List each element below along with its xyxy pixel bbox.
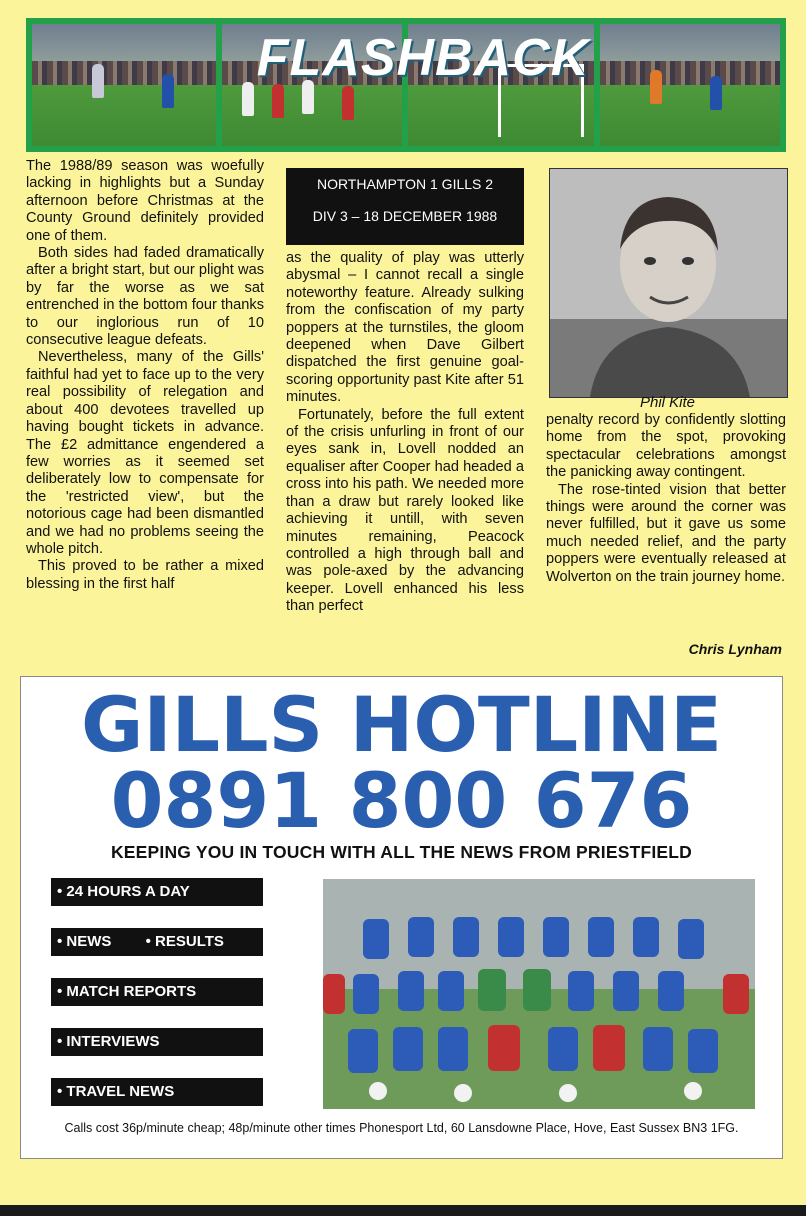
bullet-24-hours: • 24 HOURS A DAY — [51, 878, 263, 906]
team-photo — [323, 879, 755, 1109]
article-paragraph: Both sides had faded dramatically after a bright start, but our plight was by far the worse as we sat entrenched in the bottom four thanks to our inglorious run of 10 consecutive league defeats. — [26, 245, 264, 349]
banner-title: FLASHBACK — [256, 29, 590, 87]
hotline-title: GILLS HOTLINE — [81, 680, 722, 769]
hotline-number: 0891 800 676 — [110, 756, 693, 845]
article-column-2 — [286, 250, 524, 616]
article-author: Chris Lynham — [688, 641, 782, 657]
gills-hotline-advert — [20, 676, 783, 1159]
article-paragraph: The rose-tinted vision that better things were around the corner was never fulfilled, but it gave us some much needed relief, and the party poppers were eventually released at Wolverton on the train journey home. — [546, 481, 786, 585]
phil-kite-portrait — [549, 168, 788, 398]
article-paragraph: This proved to be rather a mixed blessing in the first half — [26, 558, 264, 592]
match-score: NORTHAMPTON 1 GILLS 2 — [316, 176, 494, 192]
article-paragraph: The 1988/89 season was woefully lacking in highlights but a Sunday afternoon before Christmas at the County Ground definitely provided one of them. — [26, 158, 264, 244]
hotline-footer: Calls cost 36p/minute cheap; 48p/minute other times Phonesport Ltd, 60 Lansdowne Place, Hove, East Sussex BN3 1FG. — [64, 1121, 739, 1135]
article-paragraph: penalty record by confidently slotting home from the spot, provoking spectacular celebrations amongst the panicking away contingent. — [546, 412, 786, 481]
flashback-banner — [26, 18, 786, 152]
match-date: DIV 3 – 18 DECEMBER 1988 — [312, 208, 498, 224]
match-photo-4 — [600, 24, 780, 146]
bullet-results: • RESULTS — [145, 933, 224, 950]
article-paragraph: Nevertheless, many of the Gills' faithful had yet to face up to the very real possibility of relegation and about 400 devotees travelled up having bought tickets in advance. The £2 admittance engendered a few worries as it seemed set deliberately low to compensate for the 'restricted view', but the notorious cage had been dismantled and we had no problems seeing the whole pitch. — [26, 349, 264, 557]
article-column-1 — [26, 158, 264, 593]
article-paragraph: Fortunately, before the full extent of the crisis unfurling in front of our eyes sank in, Lovell nodded an equaliser after Cooper had headed a cross into his path. We needed more than a draw but rarely looked like achieving it untill, with seven minutes remaining, Peacock controlled a high through ball and was pole-axed by the advancing keeper. Lovell enhanced his less than perfect — [286, 406, 524, 615]
bullet-news-results — [51, 928, 263, 956]
match-info-box — [286, 168, 524, 245]
bullet-travel-news: • TRAVEL NEWS — [51, 1078, 263, 1106]
portrait-caption: Phil Kite — [639, 394, 696, 411]
article-column-3 — [546, 412, 786, 586]
article-paragraph: as the quality of play was utterly abysmal – I cannot recall a single noteworthy feature. Already sulking from the confiscation of my party poppers at the turnstiles, the gloom deepened when Dave Gilbert dispatched the first genuine goal-scoring opportunity past Kite after 51 minutes. — [286, 250, 524, 406]
page-bottom-rule — [0, 1205, 806, 1216]
bullet-interviews: • INTERVIEWS — [51, 1028, 263, 1056]
bullet-news: • NEWS — [57, 933, 112, 950]
bullet-match-reports: • MATCH REPORTS — [51, 978, 263, 1006]
match-photo-1 — [32, 24, 216, 146]
hotline-tagline: KEEPING YOU IN TOUCH WITH ALL THE NEWS FROM PRIESTFIELD — [110, 842, 693, 862]
